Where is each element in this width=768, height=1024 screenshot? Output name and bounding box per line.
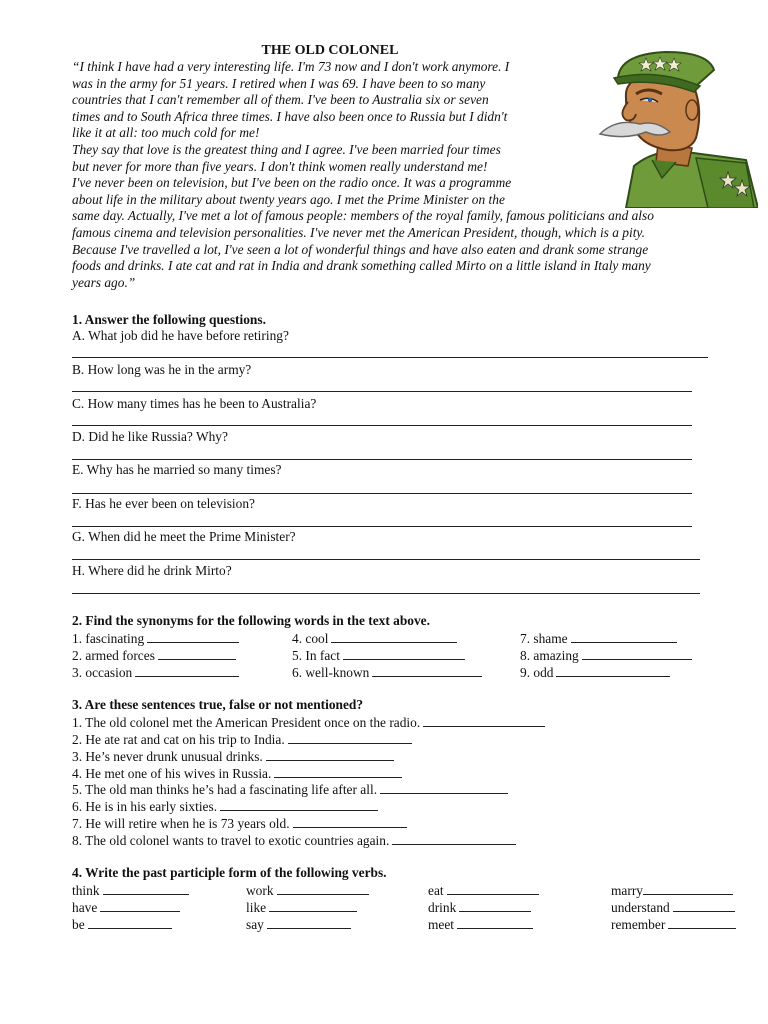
synonym-item: 7. shame [520, 630, 677, 647]
answer-blank[interactable] [372, 664, 482, 677]
answer-blank[interactable] [135, 664, 239, 677]
synonym-item: 5. In fact [292, 647, 465, 664]
synonym-item: 6. well-known [292, 664, 482, 681]
verb-item: work [246, 882, 369, 899]
answer-blank[interactable] [277, 882, 369, 895]
answer-line-h[interactable] [72, 593, 700, 594]
answer-blank[interactable] [423, 714, 545, 727]
story-line: famous cinema and television personalities. I've never met the American President, though, which is a pity. [72, 224, 645, 240]
story-line: Because I've travelled a lot, I've seen a lot of wonderful things and have also eaten and drank some strange [72, 241, 649, 257]
verb-item: like [246, 899, 357, 916]
story-line: countries that I can't remember all of them. I've been to Australia six or seven [72, 92, 489, 108]
answer-blank[interactable] [274, 765, 402, 778]
story-line: years ago.” [72, 274, 136, 290]
tf-sentence: 2. He ate rat and cat on his trip to India. [72, 731, 412, 749]
answer-blank[interactable] [158, 647, 236, 660]
colonel-illustration [596, 48, 758, 208]
answer-blank[interactable] [582, 647, 692, 660]
answer-blank[interactable] [269, 899, 357, 912]
answer-line-g[interactable] [72, 559, 700, 560]
section1-heading: 1. Answer the following questions. [72, 312, 266, 327]
answer-blank[interactable] [267, 916, 351, 929]
answer-blank[interactable] [643, 882, 733, 895]
tf-sentence: 7. He will retire when he is 73 years old. [72, 815, 407, 833]
answer-blank[interactable] [571, 630, 677, 643]
story-line: same day. Actually, I've met a lot of famous people: members of the royal family, famous politicians and also [72, 208, 654, 224]
answer-blank[interactable] [459, 899, 531, 912]
answer-blank[interactable] [668, 916, 736, 929]
question-c: C. How many times has he been to Australia? [72, 396, 317, 411]
story-line: about life in the military about twenty years ago. I met the Prime Minister on the [72, 191, 505, 207]
question-b: B. How long was he in the army? [72, 362, 252, 377]
story-line: like it at all: too much cold for me! [72, 125, 260, 141]
tf-sentence: 6. He is in his early sixties. [72, 798, 378, 816]
answer-blank[interactable] [556, 664, 670, 677]
answer-line-e[interactable] [72, 493, 692, 494]
answer-blank[interactable] [103, 882, 189, 895]
answer-blank[interactable] [673, 899, 735, 912]
section3-heading: 3. Are these sentences true, false or not mentioned? [72, 697, 364, 712]
story-line: “I think I have had a very interesting life. I'm 73 now and I don't work anymore. I [72, 59, 510, 74]
question-a: A. What job did he have before retiring? [72, 328, 289, 343]
question-g: G. When did he meet the Prime Minister? [72, 529, 296, 544]
verb-item: marry [611, 882, 733, 899]
answer-blank[interactable] [343, 647, 465, 660]
verb-item: remember [611, 916, 736, 933]
verb-item: think [72, 882, 189, 899]
synonym-item: 4. cool [292, 630, 457, 647]
tf-sentence: 8. The old colonel wants to travel to exotic countries again. [72, 832, 516, 850]
story-line: but never for more than five years. I don't think women really understand me! [72, 158, 488, 174]
question-d: D. Did he like Russia? Why? [72, 429, 228, 444]
synonym-item: 9. odd [520, 664, 670, 681]
synonym-item: 8. amazing [520, 647, 692, 664]
answer-line-a[interactable] [72, 357, 708, 358]
answer-blank[interactable] [220, 798, 378, 811]
question-h: H. Where did he drink Mirto? [72, 563, 232, 578]
tf-sentence: 4. He met one of his wives in Russia. [72, 765, 402, 783]
story-line: foods and drinks. I ate cat and rat in India and drank something called Mirto on a little island in Italy many [72, 258, 651, 274]
verb-item: understand [611, 899, 735, 916]
answer-blank[interactable] [331, 630, 457, 643]
answer-blank[interactable] [392, 832, 516, 845]
answer-blank[interactable] [288, 731, 412, 744]
story-line: was in the army for 51 years. I retired when I was 69. I have been to so many [72, 75, 486, 91]
answer-blank[interactable] [147, 630, 239, 643]
answer-line-b[interactable] [72, 391, 692, 392]
answer-blank[interactable] [293, 815, 407, 828]
verb-item: meet [428, 916, 533, 933]
answer-line-d[interactable] [72, 459, 692, 460]
tf-sentence: 3. He’s never drunk unusual drinks. [72, 748, 394, 766]
tf-sentence: 5. The old man thinks he’s had a fascinating life after all. [72, 781, 508, 799]
verb-item: eat [428, 882, 539, 899]
synonym-item: 2. armed forces [72, 647, 236, 664]
story-line: times and to South Africa three times. I have also been once to Russia but I didn't [72, 108, 508, 124]
answer-blank[interactable] [100, 899, 180, 912]
answer-blank[interactable] [380, 781, 508, 794]
story-line: They say that love is the greatest thing and I agree. I've been married four times [72, 141, 501, 157]
synonym-item: 3. occasion [72, 664, 239, 681]
question-f: F. Has he ever been on television? [72, 496, 255, 511]
answer-blank[interactable] [447, 882, 539, 895]
answer-blank[interactable] [88, 916, 172, 929]
answer-line-f[interactable] [72, 526, 692, 527]
answer-blank[interactable] [266, 748, 394, 761]
verb-item: have [72, 899, 180, 916]
verb-item: drink [428, 899, 531, 916]
story-line: I've never been on television, but I've been on the radio once. It was a programme [72, 175, 512, 191]
answer-line-c[interactable] [72, 425, 692, 426]
section2-heading: 2. Find the synonyms for the following words in the text above. [72, 613, 430, 628]
tf-sentence: 1. The old colonel met the American President once on the radio. [72, 714, 545, 732]
answer-blank[interactable] [457, 916, 533, 929]
synonym-item: 1. fascinating [72, 630, 239, 647]
section4-heading: 4. Write the past participle form of the following verbs. [72, 865, 387, 880]
verb-item: say [246, 916, 351, 933]
question-e: E. Why has he married so many times? [72, 462, 282, 477]
verb-item: be [72, 916, 172, 933]
page-title: THE OLD COLONEL [261, 43, 399, 58]
